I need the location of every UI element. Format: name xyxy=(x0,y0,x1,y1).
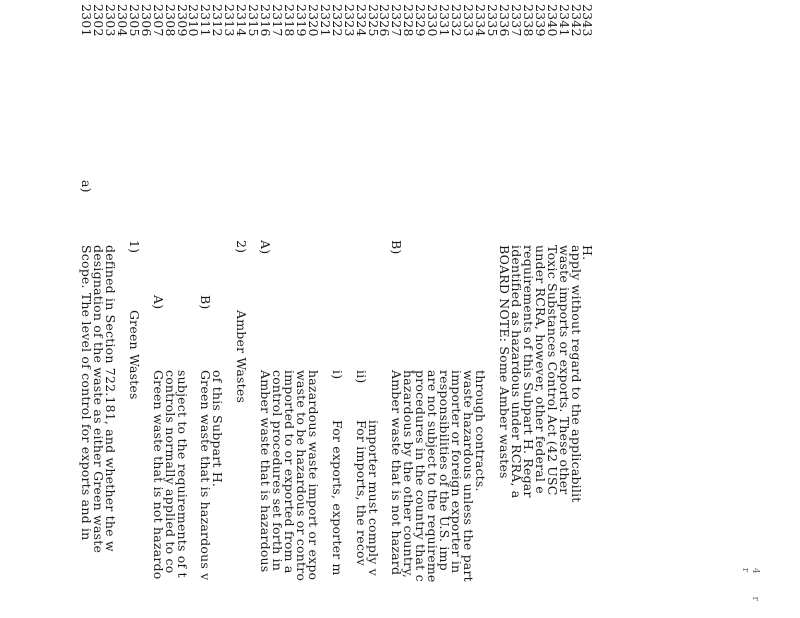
line-text: Green Wastes xyxy=(126,310,142,400)
line-number: 2311 xyxy=(198,4,214,37)
line-text: Toxic Substances Control Act (42 USC xyxy=(544,245,560,496)
line-text: under RCRA, however, other federal e xyxy=(532,245,548,494)
line-text: importer must comply v xyxy=(365,420,381,576)
paragraph-label: 2) xyxy=(234,240,250,254)
line-number: 2340 xyxy=(544,4,560,37)
line-number: 2323 xyxy=(341,4,357,37)
line-text: hazardous waste import or expo xyxy=(305,370,321,581)
line-number: 2314 xyxy=(234,4,250,37)
line-text: Amber Wastes xyxy=(234,310,250,404)
line-number: 2337 xyxy=(508,4,524,37)
line-text: designation of the waste as either Green waste xyxy=(90,245,106,554)
line-number: 2325 xyxy=(365,4,381,37)
line-number: 2335 xyxy=(484,4,500,37)
line-number: 2343 xyxy=(580,4,596,37)
line-number: 2328 xyxy=(401,4,417,37)
line-text: through contracts. xyxy=(473,370,489,492)
line-text: procedures in the country that c xyxy=(413,370,429,582)
line-number: 2327 xyxy=(389,4,405,37)
line-text: of this Subpart H. xyxy=(210,370,226,488)
line-number: 2333 xyxy=(461,4,477,37)
line-number: 2318 xyxy=(281,4,297,37)
line-number: 2329 xyxy=(413,4,429,37)
paragraph-label: ii) xyxy=(353,370,369,384)
line-text: Green waste that is hazardous v xyxy=(198,370,214,581)
line-text: Scope. The level of control for exports and in xyxy=(79,245,94,541)
line-number: 2302 xyxy=(90,4,106,37)
line-number: 2326 xyxy=(377,4,393,37)
scan-marks: 4 r r xyxy=(740,568,760,611)
line-text: For exports, exporter m xyxy=(329,420,345,576)
line-text: waste imports or exports. These other xyxy=(556,245,572,495)
line-text: importer or foreign exporter in xyxy=(449,370,465,574)
line-number: 2332 xyxy=(449,4,465,37)
line-number: 2320 xyxy=(305,4,321,37)
line-number: 2341 xyxy=(556,4,572,37)
line-number: 2322 xyxy=(329,4,345,37)
line-number: 2315 xyxy=(246,4,262,37)
line-text: BOARD NOTE: Some Amber wastes xyxy=(496,245,512,479)
line-text: waste hazardous unless the part xyxy=(461,370,477,582)
line-number: 2305 xyxy=(126,4,142,37)
line-text: requirements of this Subpart H. Regar xyxy=(520,245,536,498)
line-number: 2321 xyxy=(317,4,333,37)
line-number: 2339 xyxy=(532,4,548,37)
line-number: 2313 xyxy=(222,4,238,37)
line-number: 2334 xyxy=(473,4,489,37)
line-number: 2306 xyxy=(138,4,154,37)
line-number: 2312 xyxy=(210,4,226,37)
line-text: Green waste that is not hazardo xyxy=(150,370,166,580)
line-text: are not subject to the requireme xyxy=(425,370,441,583)
line-text: For imports, the recov xyxy=(353,420,369,567)
line-text: imported to or exported from a xyxy=(281,370,297,574)
paragraph-label: B) xyxy=(389,240,405,255)
line-number: 2307 xyxy=(150,4,166,37)
line-number: 2324 xyxy=(353,4,369,37)
line-text: hazardous by the other country, xyxy=(401,370,417,579)
line-number: 2308 xyxy=(162,4,178,37)
line-number: 2304 xyxy=(114,4,130,37)
line-number: 2331 xyxy=(437,4,453,37)
line-text: defined in Section 722.181, and whether the w xyxy=(102,245,118,552)
line-text: identified as hazardous under RCRA, a xyxy=(508,245,524,499)
paragraph-label: A) xyxy=(258,240,274,255)
paragraph-label: a) xyxy=(79,180,94,193)
line-text: waste to be hazardous or contro xyxy=(293,370,309,582)
paragraph-label: B) xyxy=(198,295,214,310)
line-number: 2316 xyxy=(258,4,274,37)
line-text: responsibilities of the U.S. imp xyxy=(437,370,453,571)
line-number: 2342 xyxy=(568,4,584,37)
line-number: 2301 xyxy=(79,4,94,37)
line-text: Amber waste that is not hazard xyxy=(389,370,405,576)
line-text: controls normally applied to co xyxy=(162,370,178,574)
paragraph-label: 1) xyxy=(126,240,142,254)
line-number: 2338 xyxy=(520,4,536,37)
line-number: 2317 xyxy=(270,4,286,37)
line-number: 2330 xyxy=(425,4,441,37)
line-number: 2319 xyxy=(293,4,309,37)
line-text: apply without regard to the applicabilit xyxy=(568,245,584,503)
line-text: control procedures set forth in xyxy=(270,370,286,572)
line-number: 2310 xyxy=(186,4,202,37)
line-number: 2309 xyxy=(174,4,190,37)
paragraph-label: i) xyxy=(329,370,345,380)
line-number: 2303 xyxy=(102,4,118,37)
line-text: H. xyxy=(580,245,596,261)
line-text: subject to the requirements of t xyxy=(174,370,190,578)
line-text: Amber waste that is hazardous xyxy=(258,370,274,573)
line-number: 2336 xyxy=(496,4,512,37)
paragraph-label: A) xyxy=(150,295,166,310)
